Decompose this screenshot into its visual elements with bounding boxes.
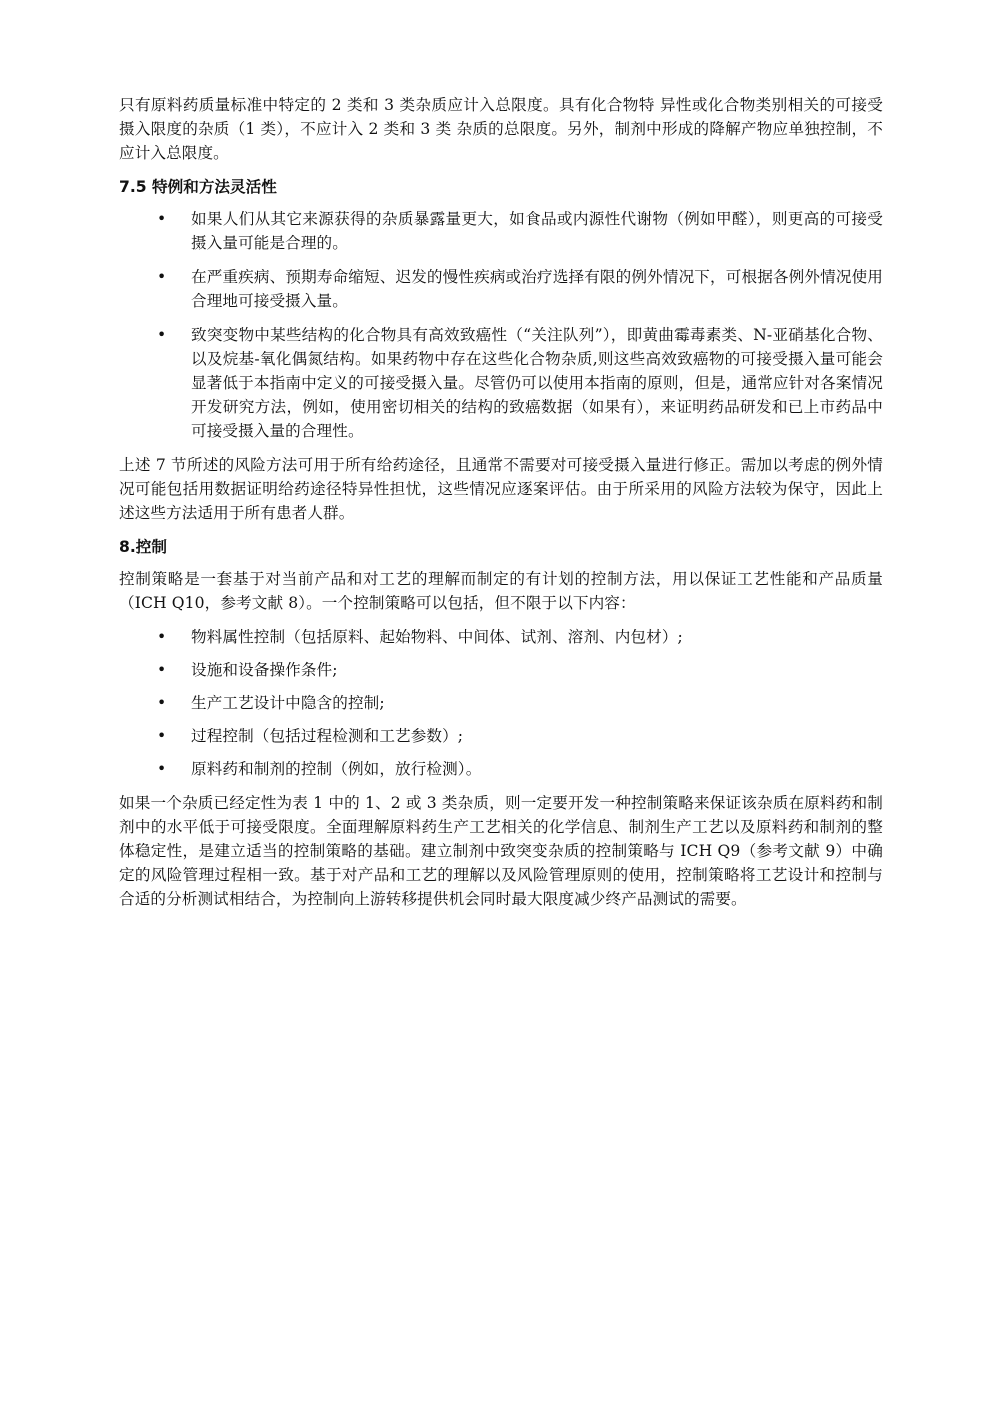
list-item-text: 设施和设备操作条件; (191, 661, 338, 679)
section-8-intro-paragraph: 控制策略是一套基于对当前产品和对工艺的理解而制定的有计划的控制方法，用以保证工艺性能和产品质量（ICH Q10，参考文献 8）。一个控制策略可以包括，但不限于以下内容： (119, 570, 883, 612)
bullet-icon: • (157, 727, 167, 745)
list-item-text: 过程控制（包括过程检测和工艺参数）; (191, 727, 464, 745)
list-item-text: 原料药和制剂的控制（例如，放行检测）。 (191, 760, 482, 778)
bullet-icon: • (157, 760, 167, 778)
bullet-icon: • (157, 628, 167, 646)
bullet-icon: • (157, 661, 167, 679)
list-item-text: 在严重疾病、预期寿命缩短、迟发的慢性疾病或治疗选择有限的例外情况下，可根据各例外情况使用合理地可接受摄入量。 (191, 268, 883, 310)
section-8-bullet-list (119, 625, 883, 781)
list-item (119, 691, 883, 715)
list-item-text: 物料属性控制（包括原料、起始物料、中间体、试剂、溶剂、内包材）; (191, 628, 683, 646)
list-item-text: 生产工艺设计中隐含的控制; (191, 694, 385, 712)
section-7-5-bullet-list (119, 207, 883, 443)
list-item (119, 625, 883, 649)
bullet-icon: • (157, 268, 167, 286)
list-item (119, 323, 883, 443)
section-7-5-heading: 7.5 特例和方法灵活性 (119, 178, 277, 196)
list-item-text: 如果人们从其它来源获得的杂质暴露量更大，如食品或内源性代谢物（例如甲醛），则更高的可接受摄入量可能是合理的。 (191, 210, 883, 252)
section-8-heading: 8.控制 (119, 538, 167, 556)
bullet-icon: • (157, 694, 167, 712)
intro-paragraph: 只有原料药质量标准中特定的 2 类和 3 类杂质应计入总限度。具有化合物特 异性或化合物类别相关的可接受摄入限度的杂质（1 类），不应计入 2 类和 3 类 杂质的总限度。另外，制剂中形成的降解产物应单独控制，不应计入总限度。 (119, 96, 883, 162)
list-item (119, 658, 883, 682)
list-item (119, 724, 883, 748)
list-item (119, 207, 883, 255)
list-item (119, 265, 883, 313)
section-7-5-closing-paragraph: 上述 7 节所述的风险方法可用于所有给药途径，且通常不需要对可接受摄入量进行修正。需加以考虑的例外情况可能包括用数据证明给药途径特异性担忧，这些情况应逐案评估。由于所采用的风险方法较为保守，因此上述这些方法适用于所有患者人群。 (119, 456, 883, 522)
bullet-icon: • (157, 326, 167, 344)
section-8-closing-paragraph: 如果一个杂质已经定性为表 1 中的 1、2 或 3 类杂质，则一定要开发一种控制策略来保证该杂质在原料药和制剂中的水平低于可接受限度。全面理解原料药生产工艺相关的化学信息、制剂生产工艺以及原料药和制剂的整体稳定性，是建立适当的控制策略的基础。建立制剂中致突变杂质的控制策略与 ICH Q9（参考文献 9）中确定的风险管理过程相一致。基于对产品和工艺的理解以及风险管理原则的使用，控制策略将工艺设计和控制与合适的分析测试相结合，为控制向上游转移提供机会同时最大限度减少终产品测试的需要。 (119, 794, 883, 908)
list-item-text: 致突变物中某些结构的化合物具有高效致癌性（“关注队列”），即黄曲霉毒素类、N-亚硝基化合物、以及烷基-氧化偶氮结构。如果药物中存在这些化合物杂质,则这些高效致癌物的可接受摄入量可能会显著低于本指南中定义的可接受摄入量。尽管仍可以使用本指南的原则，但是，通常应针对各案情况开发研究方法，例如，使用密切相关的结构的致癌数据（如果有），来证明药品研发和已上市药品中可接受摄入量的合理性。 (191, 326, 883, 440)
bullet-icon: • (157, 210, 167, 228)
list-item (119, 757, 883, 781)
